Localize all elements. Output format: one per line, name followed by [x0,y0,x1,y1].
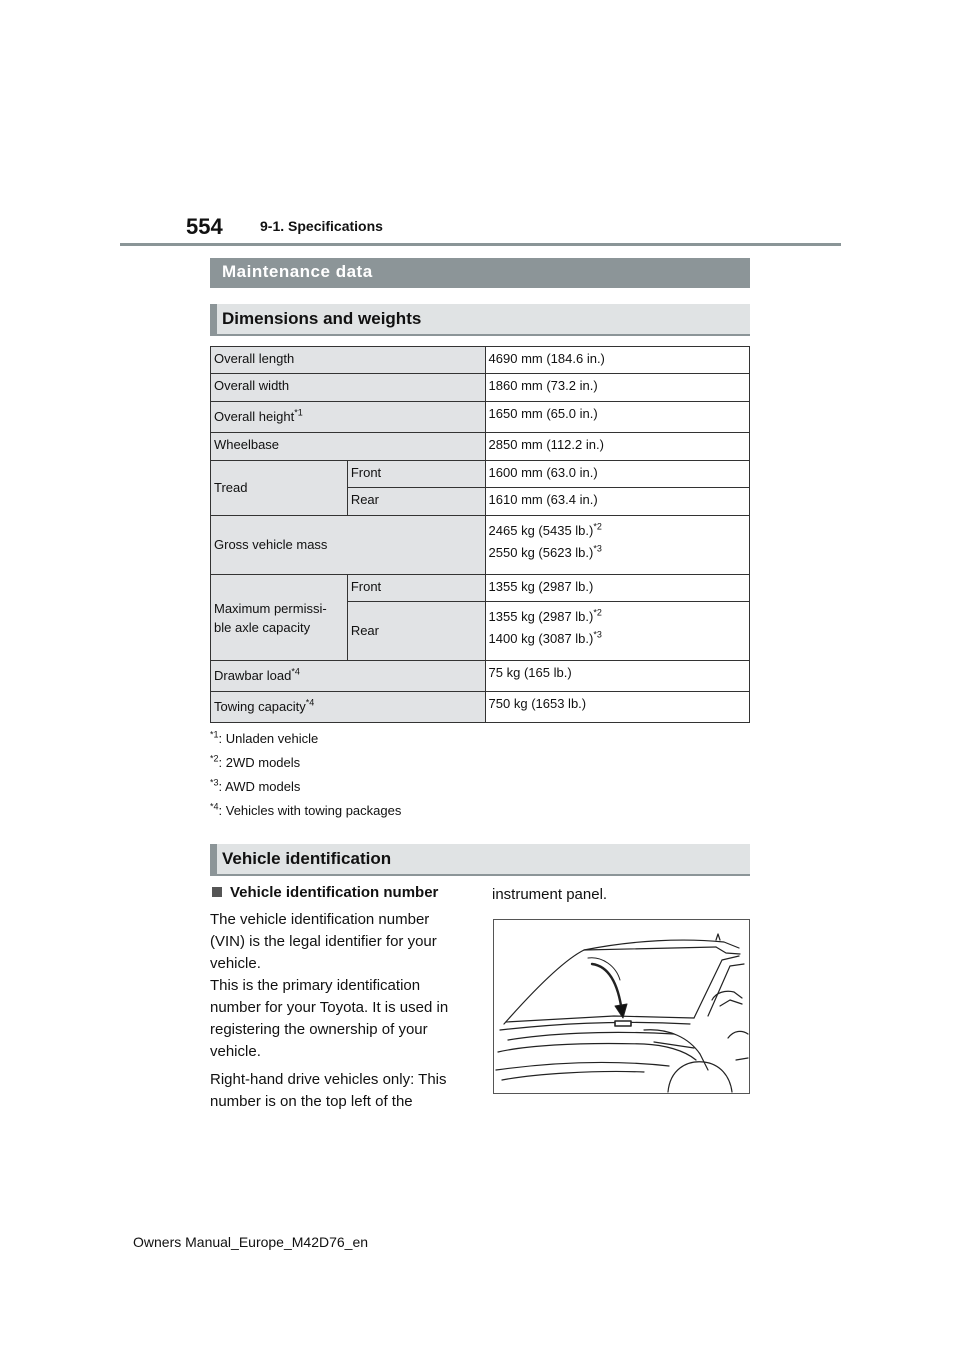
table-row [211,347,750,374]
row-value: 75 kg (165 lb.) [485,661,749,692]
square-bullet-icon [212,887,222,897]
footnote: $^{*4}$: Vehicles with towing packages [210,801,402,818]
row-label: Drawbar load$^{*4}$ [211,661,486,692]
row-value: 1610 mm (63.4 in.) [485,488,749,516]
footnote: $^{*1}$: Unladen vehicle [210,729,319,746]
row-value: 1600 mm (63.0 in.) [485,461,749,488]
row-label: Overall length [211,347,486,374]
vin-location-illustration [493,919,750,1094]
row-label: Overall height$^{*1}$ [211,402,486,433]
table-row [211,374,750,402]
sub-label: Front [347,461,485,488]
sub-label: Rear [347,602,485,661]
row-label: Overall width [211,374,486,402]
row-value: 2850 mm (112.2 in.) [485,433,749,461]
sub-label: Rear [347,488,485,516]
continuation-text: instrument panel. [492,886,608,903]
paragraph: Right-hand drive vehicles only: This number is on the top left of the [210,1071,447,1110]
row-value: 1860 mm (73.2 in.) [485,374,749,402]
table-row [211,692,750,723]
row-value: 1355 kg (2987 lb.) [485,575,749,602]
vin-description [210,909,475,1119]
table-row [211,433,750,461]
row-label: Maximum permissi- ble axle capacity [211,575,348,661]
table-row [211,461,750,488]
row-value: 2465 kg (5435 lb.)$^{*2}$ 2550 kg (5623 lb.)$^{*3}$ [485,516,749,575]
vehicle-id-heading [210,844,750,876]
chapter-title: 9-1. Specifications [260,218,383,234]
section-title: Maintenance data [222,262,373,281]
footer-text: Owners Manual_Europe_M42D76_en [133,1234,369,1250]
dimensions-heading [210,304,750,336]
header-rule [120,243,841,246]
table-row [211,575,750,602]
footnote: $^{*3}$: AWD models [210,777,301,794]
vehicle-id-heading-text: Vehicle identification [222,849,392,868]
paragraph: The vehicle identification number (VIN) is the legal identifier for your vehicle. This is the primary identification number for your Toyota. It is used in registering the ownership of your vehicle. [210,911,449,1060]
sub-label: Front [347,575,485,602]
row-label: Towing capacity$^{*4}$ [211,692,486,723]
row-value: 750 kg (1653 lb.) [485,692,749,723]
row-value: 1650 mm (65.0 in.) [485,402,749,433]
row-value: 4690 mm (184.6 in.) [485,347,749,374]
table-row [211,516,750,575]
dimensions-table [210,346,750,723]
table-row [211,402,750,433]
vin-heading: Vehicle identification number [212,884,438,901]
row-value: 1355 kg (2987 lb.)$^{*2}$ 1400 kg (3087 lb.)$^{*3}$ [485,602,749,661]
dimensions-heading-text: Dimensions and weights [222,309,422,328]
table-row [211,661,750,692]
page-number: 554 [186,214,223,239]
row-label: Wheelbase [211,433,486,461]
row-label: Gross vehicle mass [211,516,486,575]
row-label: Tread [211,461,348,516]
footnote: $^{*2}$: 2WD models [210,753,301,770]
